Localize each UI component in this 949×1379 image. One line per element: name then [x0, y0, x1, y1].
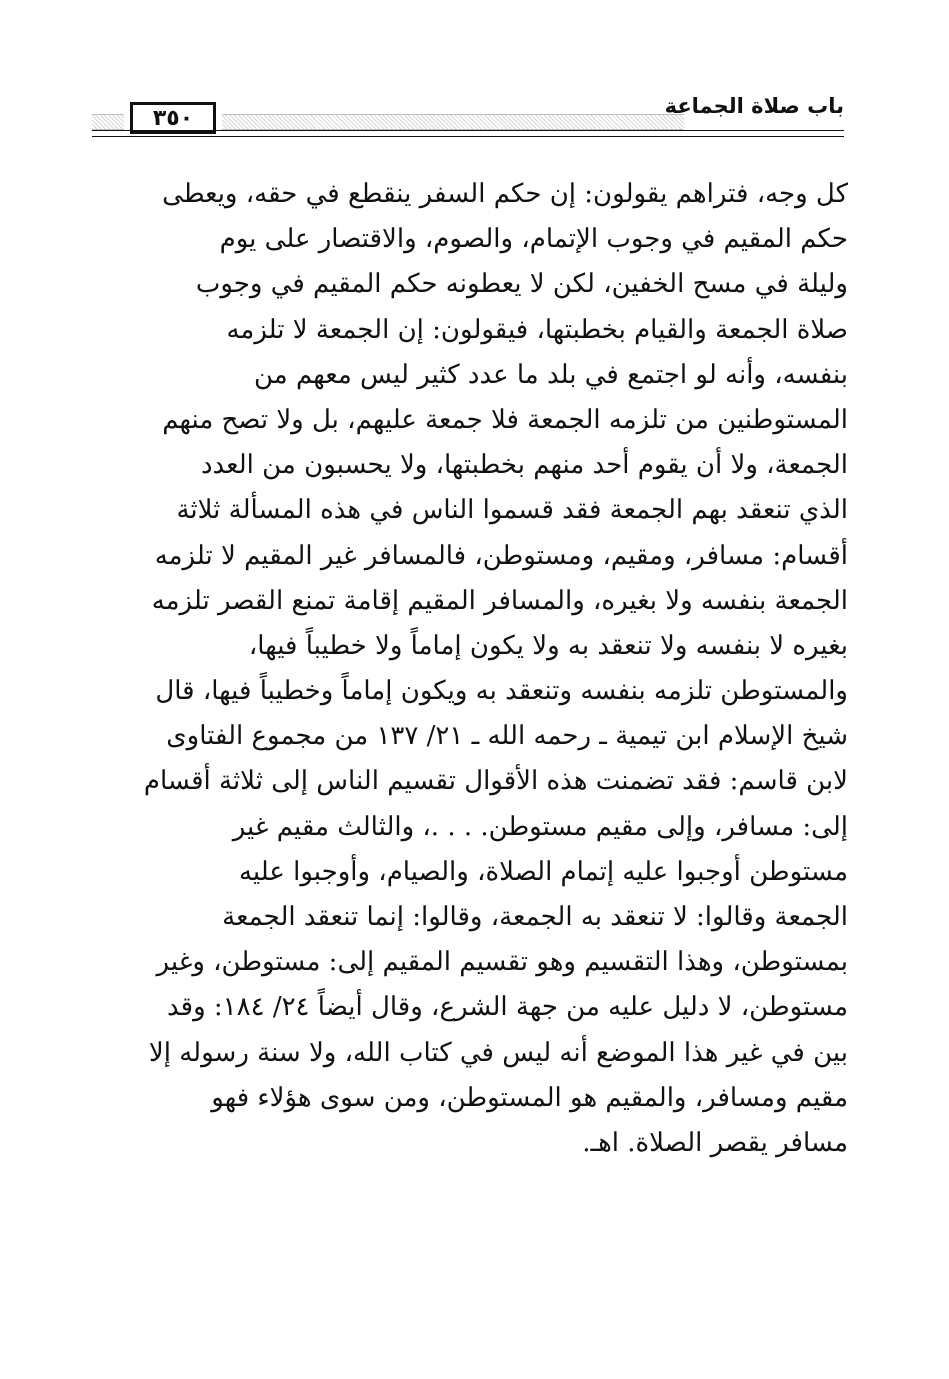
text-line: إلى: مسافر، وإلى مقيم مستوطن. . . .، والثالث مقيم غير [232, 811, 848, 842]
page-number: ٣٥٠ [152, 105, 194, 131]
text-line: حكم المقيم في وجوب الإتمام، والصوم، والاقتصار على يوم [219, 224, 848, 255]
text-line: الجمعة بنفسه ولا بغيره، والمسافر المقيم إقامة تمنع القصر تلزمه [151, 585, 848, 616]
text-line: بغيره لا بنفسه ولا تنعقد به ولا يكون إماماً ولا خطيباً فيها، [248, 630, 848, 661]
text-line: صلاة الجمعة والقيام بخطبتها، فيقولون: إن الجمعة لا تلزمه [226, 314, 848, 345]
text-line: الذي تنعقد بهم الجمعة فقد قسموا الناس في هذه المسألة ثلاثة [176, 495, 848, 526]
page-header [92, 94, 844, 150]
header-ornament-mid [222, 114, 684, 130]
text-line: بين في غير هذا الموضع أنه ليس في كتاب الله، ولا سنة رسوله إلا [148, 1037, 848, 1068]
text-line: والمستوطن تلزمه بنفسه وتنعقد به ويكون إماماً وخطيباً فيها، قال [155, 676, 848, 707]
text-line: مستوطن، لا دليل عليه من جهة الشرع، وقال أيضاً ٢٤/ ١٨٤: وقد [167, 992, 848, 1023]
text-line: أقسام: مسافر، ومقيم، ومستوطن، فالمسافر غير المقيم لا تلزمه [154, 540, 848, 571]
text-line: بنفسه، وأنه لو اجتمع في بلد ما عدد كثير ليس معهم من [254, 359, 848, 390]
text-line: مسافر يقصر الصلاة. اهـ. [582, 1127, 848, 1158]
header-ornament-left [92, 114, 124, 130]
text-line: مستوطن أوجبوا عليه إتمام الصلاة، والصيام، وأوجبوا عليه [238, 856, 848, 887]
text-line: وليلة في مسح الخفين، لكن لا يعطونه حكم المقيم في وجوب [195, 269, 848, 300]
body-text [84, 172, 848, 1166]
chapter-title: باب صلاة الجماعة [664, 94, 844, 118]
text-line: الجمعة، ولا أن يقوم أحد منهم بخطبتها، ولا يحسبون من العدد [200, 450, 848, 481]
text-line: بمستوطن، وهذا التقسيم وهو تقسيم المقيم إلى: مستوطن، وغير [156, 947, 848, 978]
header-rule [92, 130, 844, 137]
text-line: مقيم ومسافر، والمقيم هو المستوطن، ومن سوى هؤلاء فهو [211, 1082, 848, 1113]
text-line: لابن قاسم: فقد تضمنت هذه الأقوال تقسيم الناس إلى ثلاثة أقسام [143, 766, 848, 797]
text-line: الجمعة وقالوا: لا تنعقد به الجمعة، وقالوا: إنما تنعقد الجمعة [222, 902, 848, 932]
text-line: كل وجه، فتراهم يقولون: إن حكم السفر ينقطع في حقه، ويعطى [162, 179, 848, 209]
text-line: شيخ الإسلام ابن تيمية ـ رحمه الله ـ ٢١/ ١٣٧ من مجموع الفتاوى [166, 721, 848, 752]
text-line: المستوطنين من تلزمه الجمعة فلا جمعة عليهم، بل ولا تصح منهم [162, 404, 848, 435]
